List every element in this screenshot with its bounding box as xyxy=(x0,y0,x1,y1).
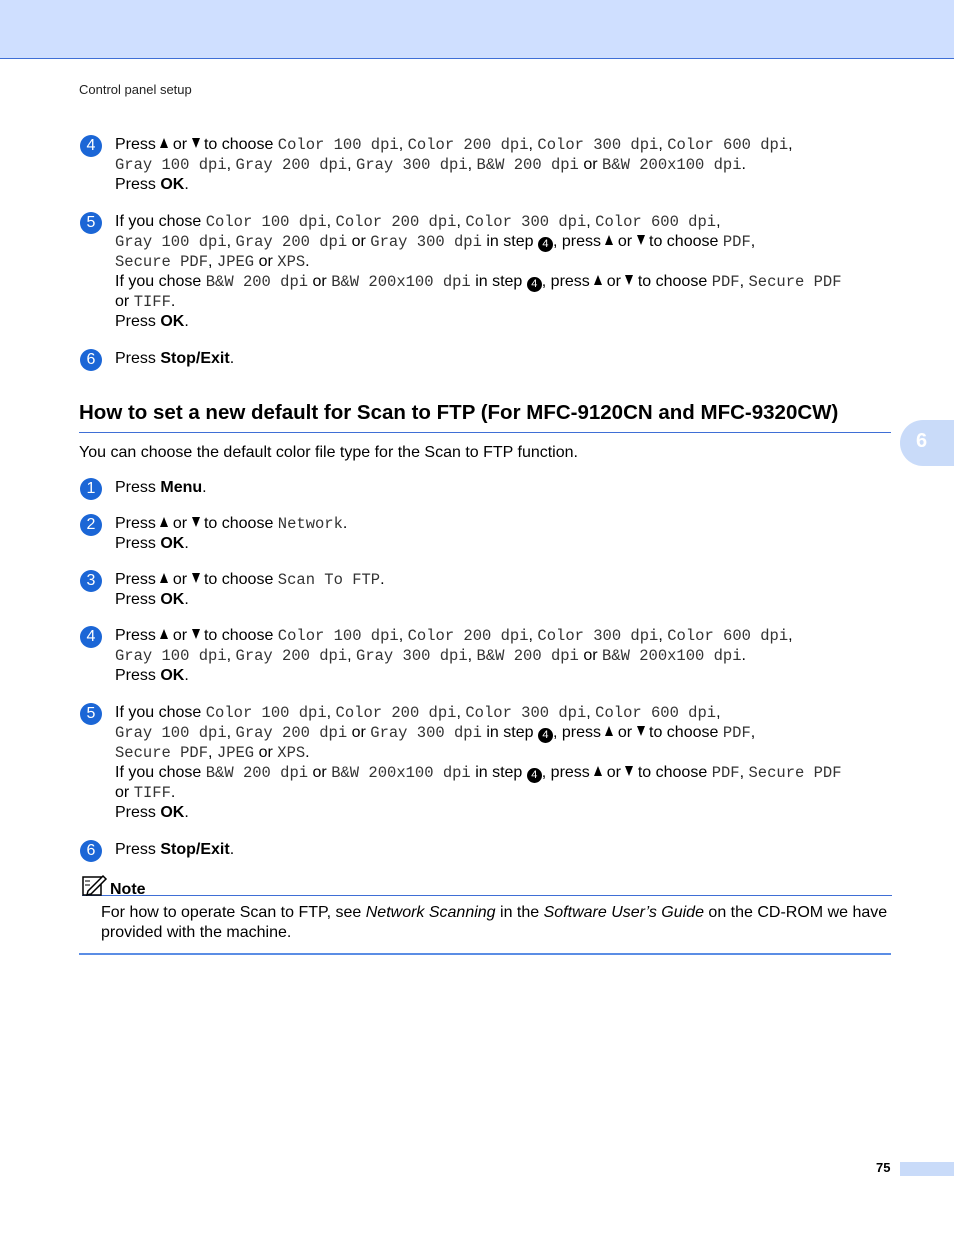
step-4-a: 4 Press or to choose Color 100 dpi, Color 200 dpi, Color 300 dpi, Color 600 dpi, Gray 100 dpi, Gray 200 dpi, Gray 300 dpi, B&W 200 dpi or B&W 200x100 dpi. Press OK. xyxy=(80,135,900,195)
option: Color 600 dpi xyxy=(667,136,789,154)
step-ref: 4 xyxy=(527,277,542,292)
chapter-tab xyxy=(900,420,954,466)
option: Secure PDF xyxy=(748,273,842,291)
option: Color 300 dpi xyxy=(465,704,587,722)
step-number: 6 xyxy=(80,840,102,862)
option: Gray 200 dpi xyxy=(235,647,348,665)
text: to choose xyxy=(649,233,719,250)
option: Gray 300 dpi xyxy=(370,233,482,251)
down-arrow-icon xyxy=(625,275,633,285)
text: to choose xyxy=(637,273,708,290)
option: Network xyxy=(277,515,343,533)
note-title: Note xyxy=(110,881,146,898)
option: JPEG xyxy=(216,744,255,762)
text: or xyxy=(617,233,633,250)
page-tab xyxy=(900,1162,954,1176)
option: Gray 300 dpi xyxy=(356,156,468,174)
option: XPS xyxy=(277,253,306,271)
option: PDF xyxy=(711,764,740,782)
text: in step xyxy=(475,764,523,781)
note-pencil-icon xyxy=(82,873,108,897)
up-arrow-icon xyxy=(594,766,602,776)
ok-key: OK xyxy=(160,591,185,608)
text: in step xyxy=(486,233,534,250)
text: Press xyxy=(115,667,156,684)
down-arrow-icon xyxy=(637,726,645,736)
ok-key: OK xyxy=(160,804,185,821)
page-number: 75 xyxy=(876,1160,891,1175)
text: to choose xyxy=(637,764,708,781)
option: Gray 100 dpi xyxy=(115,156,227,174)
up-arrow-icon xyxy=(160,517,168,527)
text: or xyxy=(351,724,366,741)
text: or xyxy=(617,724,633,741)
down-arrow-icon xyxy=(637,235,645,245)
text: in step xyxy=(486,724,534,741)
step-3: 3 Press or to choose Scan To FTP. Press OK. xyxy=(80,570,900,610)
option: PDF xyxy=(711,273,740,291)
text: If you chose xyxy=(115,273,202,290)
step-6-a: 6 Press Stop/Exit. xyxy=(80,349,900,369)
option: Color 600 dpi xyxy=(595,704,717,722)
option: TIFF xyxy=(133,784,171,802)
step-number: 5 xyxy=(80,703,102,725)
stop-exit-key: Stop/Exit xyxy=(160,841,230,858)
down-arrow-icon xyxy=(192,138,200,148)
text: or xyxy=(606,764,621,781)
option: Color 300 dpi xyxy=(465,213,587,231)
text: Press xyxy=(115,313,156,330)
text: or xyxy=(258,744,273,761)
down-arrow-icon xyxy=(192,629,200,639)
option: B&W 200x100 dpi xyxy=(331,764,471,782)
text: or xyxy=(115,784,130,801)
option: Gray 100 dpi xyxy=(115,233,227,251)
option: B&W 200 dpi xyxy=(476,647,579,665)
text: Press xyxy=(115,479,156,496)
option: Gray 300 dpi xyxy=(356,647,468,665)
text: on the CD-ROM we have provided with the machine. xyxy=(101,904,888,941)
note-header xyxy=(82,875,892,896)
option: Secure PDF xyxy=(115,744,209,762)
option: Scan To FTP xyxy=(277,571,381,589)
option: Secure PDF xyxy=(115,253,209,271)
option: Color 200 dpi xyxy=(407,627,529,645)
option: B&W 200x100 dpi xyxy=(602,647,742,665)
step-ref: 4 xyxy=(538,237,553,252)
text: or xyxy=(312,764,327,781)
up-arrow-icon xyxy=(160,573,168,583)
text: or xyxy=(583,156,598,173)
option: PDF xyxy=(722,233,751,251)
chapter-number: 6 xyxy=(916,430,928,452)
text: or xyxy=(583,647,598,664)
text: Press xyxy=(115,136,156,153)
step-number: 1 xyxy=(80,478,102,500)
text: press xyxy=(561,724,601,741)
text: Press xyxy=(115,591,156,608)
option: Gray 200 dpi xyxy=(235,233,348,251)
text: or xyxy=(172,136,188,153)
text: to choose xyxy=(203,627,274,644)
text: press xyxy=(550,764,590,781)
ok-key: OK xyxy=(160,535,185,552)
text: Press xyxy=(115,535,156,552)
text: Press xyxy=(115,804,156,821)
option: XPS xyxy=(277,744,306,762)
text: Press xyxy=(115,176,156,193)
text: If you chose xyxy=(115,213,202,230)
option: Color 300 dpi xyxy=(537,136,659,154)
text: or xyxy=(172,627,188,644)
text: press xyxy=(561,233,601,250)
option: Color 300 dpi xyxy=(537,627,659,645)
option: Gray 200 dpi xyxy=(235,156,348,174)
italic-ref: Software User’s Guide xyxy=(543,904,704,921)
header-bar xyxy=(0,0,954,59)
section-heading: How to set a new default for Scan to FTP (For MFC-9120CN and MFC-9320CW) xyxy=(79,401,891,433)
text: Press xyxy=(115,841,156,858)
step-number: 3 xyxy=(80,570,102,592)
text: Press xyxy=(115,350,156,367)
option: Color 600 dpi xyxy=(667,627,789,645)
up-arrow-icon xyxy=(594,275,602,285)
text: or xyxy=(115,293,130,310)
step-number: 2 xyxy=(80,514,102,536)
text: press xyxy=(550,273,590,290)
step-4-b: 4 Press or to choose Color 100 dpi, Color 200 dpi, Color 300 dpi, Color 600 dpi, Gray 100 dpi, Gray 200 dpi, Gray 300 dpi, B&W 200 dpi or B&W 200x100 dpi. Press OK. xyxy=(80,626,900,686)
text: to choose xyxy=(203,571,274,588)
ok-key: OK xyxy=(160,313,185,330)
note-body xyxy=(101,903,896,943)
text: For how to operate Scan to FTP, see xyxy=(101,904,366,921)
option: Color 100 dpi xyxy=(205,213,327,231)
intro-text: You can choose the default color file type for the Scan to FTP function. xyxy=(79,444,578,461)
up-arrow-icon xyxy=(160,138,168,148)
step-number: 4 xyxy=(80,626,102,648)
option: JPEG xyxy=(216,253,255,271)
ok-key: OK xyxy=(160,176,185,193)
stop-exit-key: Stop/Exit xyxy=(160,350,230,367)
option: Gray 300 dpi xyxy=(370,724,482,742)
text: to choose xyxy=(203,136,274,153)
text: or xyxy=(606,273,621,290)
step-ref: 4 xyxy=(527,768,542,783)
text: or xyxy=(258,253,273,270)
text: to choose xyxy=(649,724,719,741)
option: Secure PDF xyxy=(748,764,842,782)
down-arrow-icon xyxy=(192,517,200,527)
up-arrow-icon xyxy=(605,235,613,245)
menu-key: Menu xyxy=(160,479,203,496)
text: Press xyxy=(115,571,156,588)
italic-ref: Network Scanning xyxy=(365,904,496,921)
option: Gray 100 dpi xyxy=(115,647,227,665)
down-arrow-icon xyxy=(192,573,200,583)
step-ref: 4 xyxy=(538,728,553,743)
option: Color 200 dpi xyxy=(335,704,457,722)
option: Gray 200 dpi xyxy=(235,724,348,742)
option: Color 200 dpi xyxy=(407,136,529,154)
text: to choose xyxy=(203,515,274,532)
down-arrow-icon xyxy=(625,766,633,776)
step-5-b: 5 If you chose Color 100 dpi, Color 200 dpi, Color 300 dpi, Color 600 dpi, Gray 100 dpi, Gray 200 dpi or Gray 300 dpi in step 4 , press or to choose PDF, Secure PDF, JPEG or XPS. If you chose B&W 200 dpi or B&W 200x100 dpi in step 4 , press or to choose PDF, Secure PDF or TIFF. Press OK. xyxy=(80,703,900,823)
up-arrow-icon xyxy=(160,629,168,639)
text: Press xyxy=(115,627,156,644)
text: in step xyxy=(475,273,523,290)
option: Gray 100 dpi xyxy=(115,724,227,742)
step-1: 1 Press Menu. xyxy=(80,478,900,498)
option: B&W 200 dpi xyxy=(476,156,579,174)
step-number: 5 xyxy=(80,212,102,234)
option: Color 100 dpi xyxy=(277,136,399,154)
option: TIFF xyxy=(133,293,171,311)
step-number: 4 xyxy=(80,135,102,157)
text: or xyxy=(312,273,327,290)
option: B&W 200 dpi xyxy=(205,273,309,291)
step-5-a: 5 If you chose Color 100 dpi, Color 200 dpi, Color 300 dpi, Color 600 dpi, Gray 100 dpi, Gray 200 dpi or Gray 300 dpi in step 4 , press or to choose PDF, Secure PDF, JPEG or XPS. If you chose B&W 200 dpi or B&W 200x100 dpi in step 4 , press or to choose PDF, Secure PDF or TIFF. Press OK. xyxy=(80,212,900,332)
text: If you chose xyxy=(115,704,202,721)
breadcrumb: Control panel setup xyxy=(79,82,192,97)
text: or xyxy=(172,571,188,588)
option: B&W 200 dpi xyxy=(205,764,309,782)
step-2: 2 Press or to choose Network. Press OK. xyxy=(80,514,900,554)
step-number: 6 xyxy=(80,349,102,371)
option: Color 200 dpi xyxy=(335,213,457,231)
option: PDF xyxy=(722,724,751,742)
text: or xyxy=(172,515,188,532)
text: or xyxy=(351,233,366,250)
note-divider xyxy=(79,953,891,955)
ok-key: OK xyxy=(160,667,185,684)
option: Color 600 dpi xyxy=(595,213,717,231)
option: B&W 200x100 dpi xyxy=(331,273,471,291)
up-arrow-icon xyxy=(605,726,613,736)
step-6-b: 6 Press Stop/Exit. xyxy=(80,840,900,860)
text: If you chose xyxy=(115,764,202,781)
text: Press xyxy=(115,515,156,532)
option: Color 100 dpi xyxy=(277,627,399,645)
option: B&W 200x100 dpi xyxy=(602,156,742,174)
option: Color 100 dpi xyxy=(205,704,327,722)
text: in the xyxy=(495,904,544,921)
